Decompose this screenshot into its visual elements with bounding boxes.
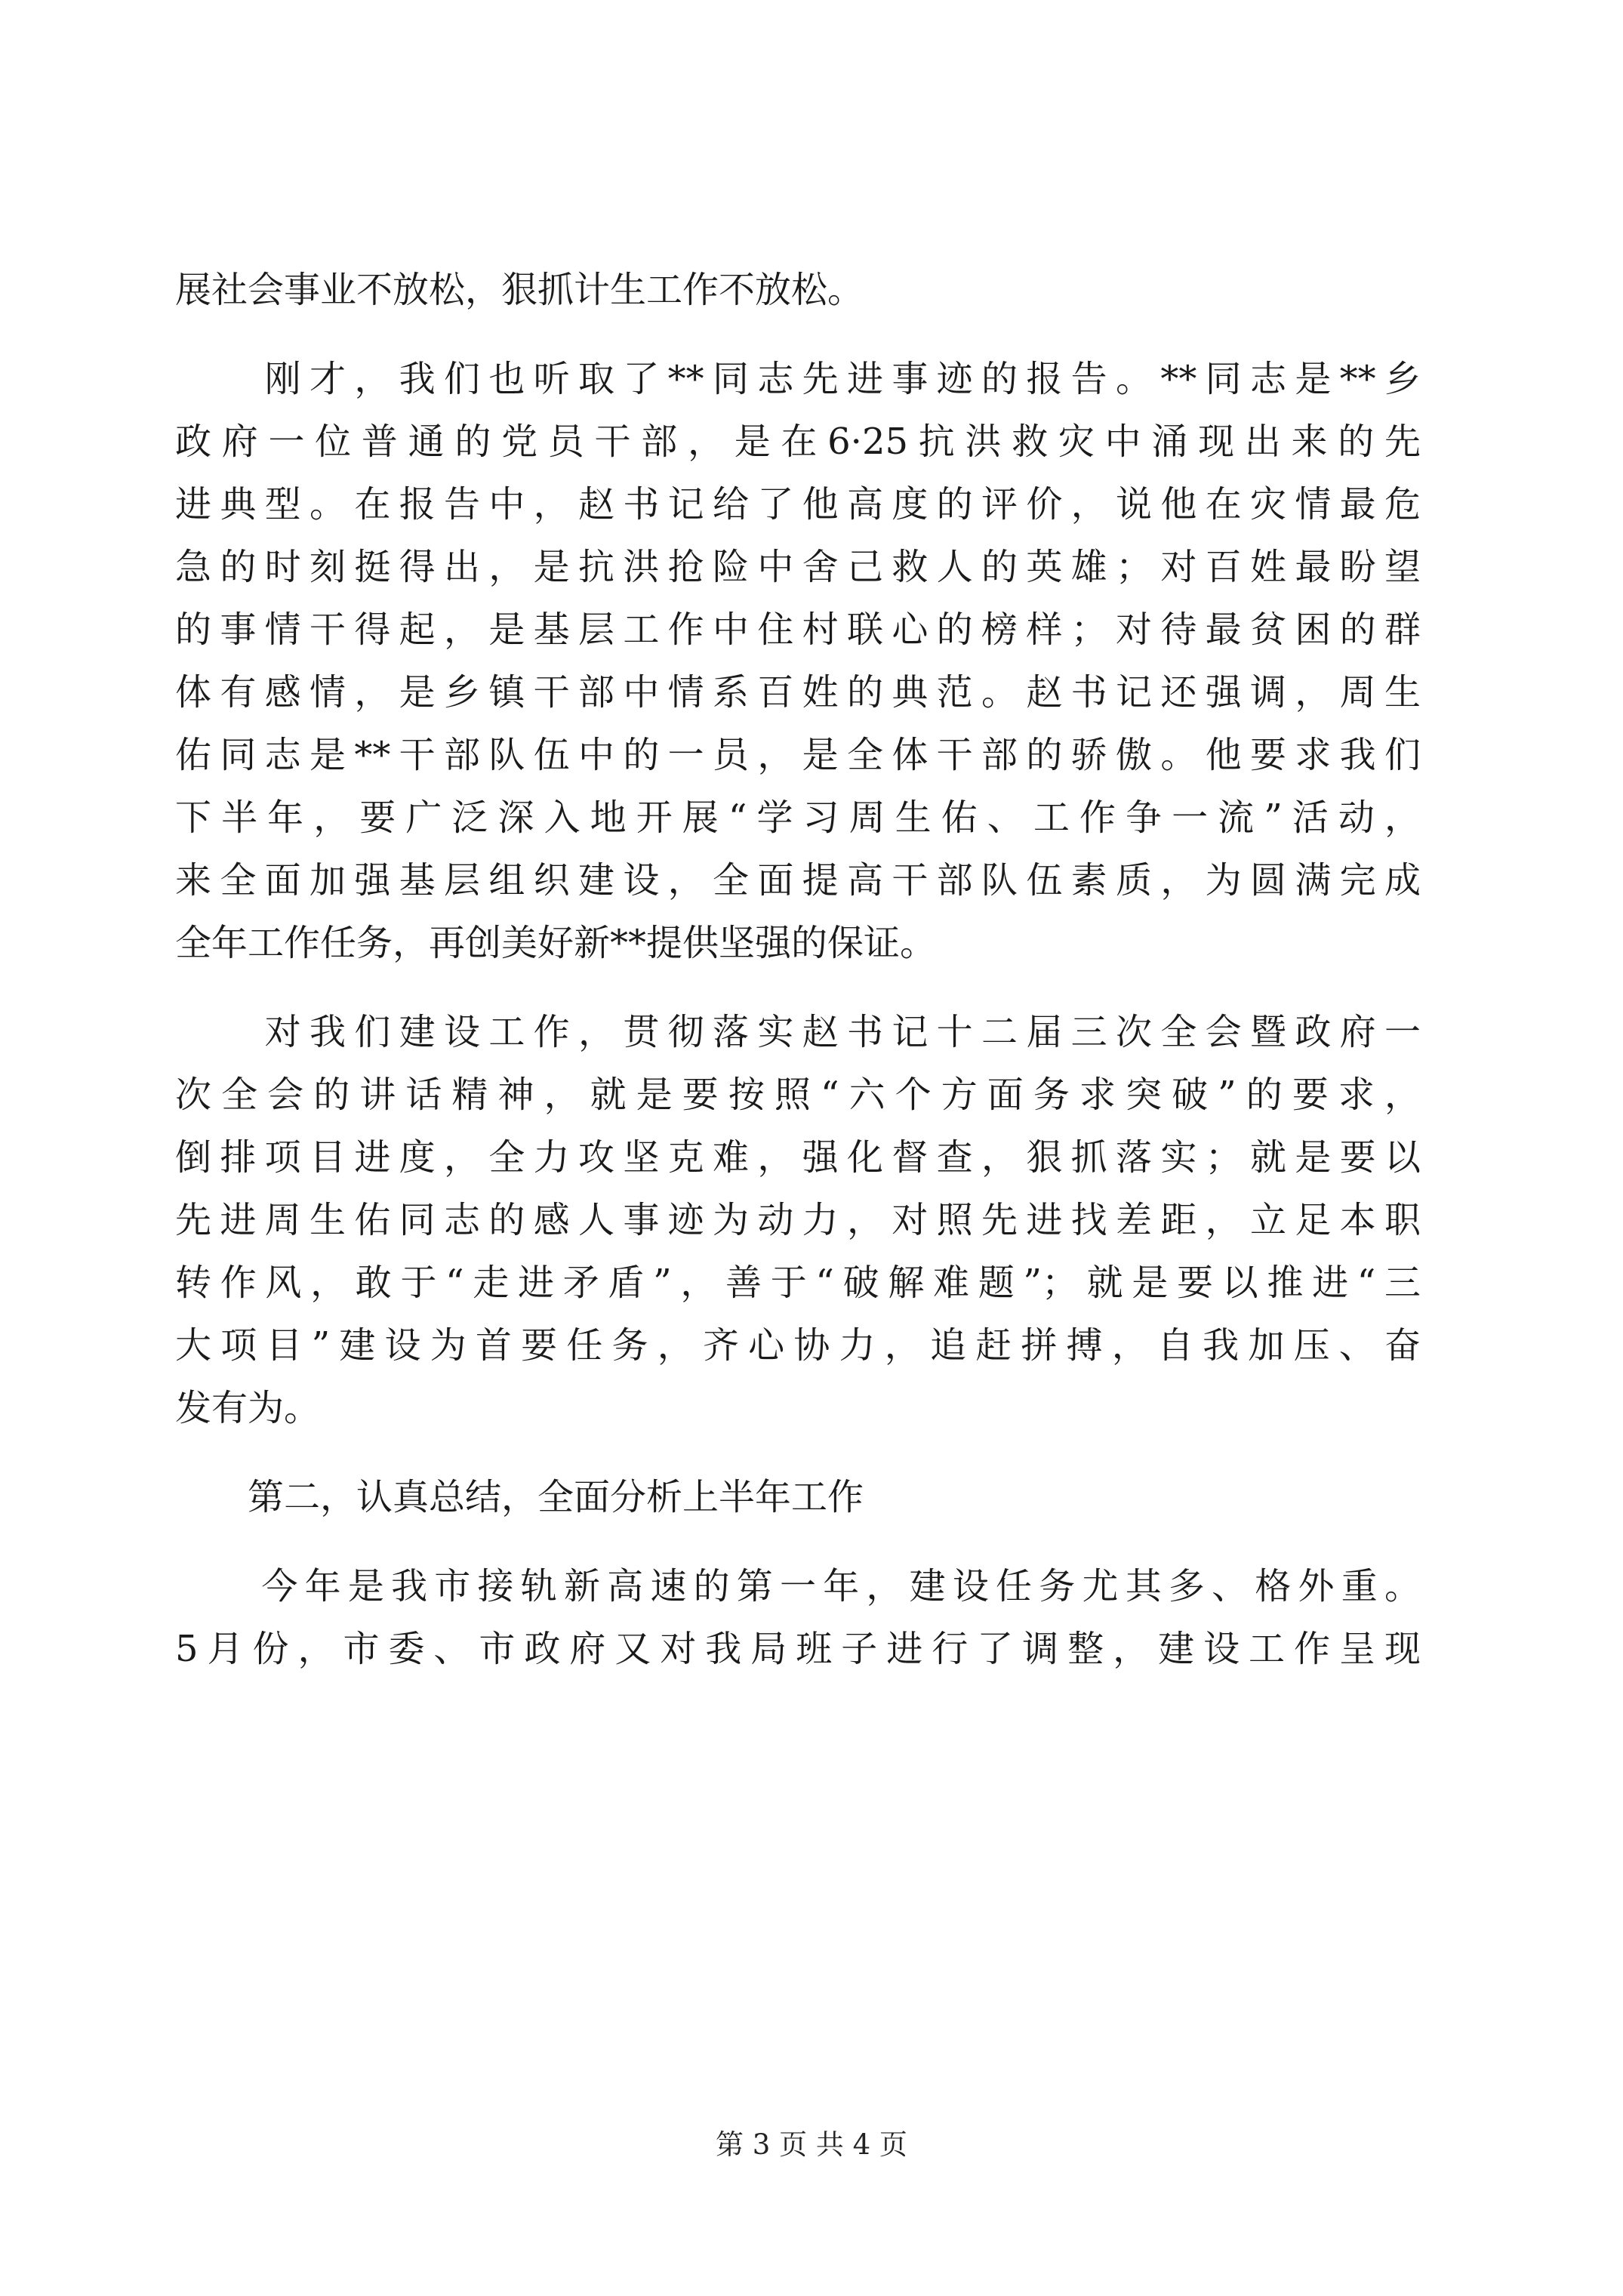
text-line: 今年是我市接轨新高速的第一年，建设任务尤其多、格外重。 [175,1565,1421,1607]
paragraph-gap [175,1529,1421,1555]
text-line: 发有为。 [175,1387,321,1429]
text-line: 转作风，敢于“走进矛盾”，善于“破解难题”；就是要以推进“三 [175,1262,1421,1304]
text-line: 的事情干得起，是基层工作中住村联心的榜样；对待最贫困的群 [175,609,1421,651]
text-line: 先进周生佑同志的感人事迹为动力，对照先进找差距，立足本职 [175,1199,1421,1241]
text-line: 下半年，要广泛深入地开展“学习周生佑、工作争一流”活动， [175,797,1421,839]
text-line: 倒排项目进度，全力攻坚克难，强化督查，狠抓落实；就是要以 [175,1136,1421,1179]
text-line: 佑同志是**干部队伍中的一员，是全体干部的骄傲。他要求我们 [175,734,1421,776]
text-line: 全年工作任务，再创美好新**提供坚强的保证。 [175,922,937,964]
text-line: 刚才，我们也听取了**同志先进事迹的报告。**同志是**乡 [175,358,1421,400]
text-line: 大项目”建设为首要任务，齐心协力，追赶拼搏，自我加压、奋 [175,1324,1421,1367]
document-body [175,259,1421,1681]
text-line: 体有感情，是乡镇干部中情系百姓的典范。赵书记还强调，周生 [175,671,1421,713]
text-line: 政府一位普通的党员干部，是在6·25抗洪救灾中涌现出来的先 [175,421,1421,463]
text-line: 第二，认真总结，全面分析上半年工作 [175,1476,864,1518]
paragraph-gap [175,1440,1421,1466]
text-line: 来全面加强基层组织建设，全面提高干部队伍素质，为圆满完成 [175,859,1421,901]
text-line: 5月份，市委、市政府又对我局班子进行了调整，建设工作呈现 [175,1628,1421,1670]
text-line: 次全会的讲话精神，就是要按照“六个方面务求突破”的要求， [175,1074,1421,1116]
text-line: 急的时刻挺得出，是抗洪抢险中舍己救人的英雄；对百姓最盼望 [175,546,1421,588]
text-line: 进典型。在报告中，赵书记给了他高度的评价，说他在灾情最危 [175,483,1421,525]
paragraph-gap [175,975,1421,1001]
paragraph-gap [175,322,1421,348]
page-footer: 第 3 页 共 4 页 [716,2128,907,2161]
text-line: 展社会事业不放松，狠抓计生工作不放松。 [175,269,864,311]
text-line: 对我们建设工作，贯彻落实赵书记十二届三次全会暨政府一 [175,1011,1421,1053]
